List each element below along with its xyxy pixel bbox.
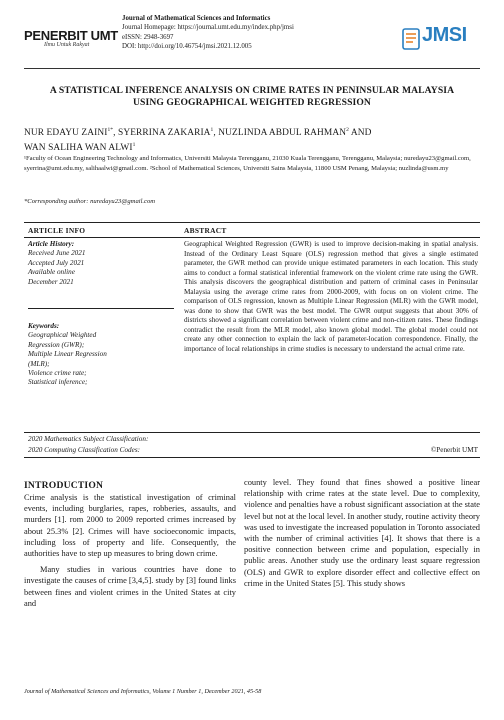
article-info-heading: ARTICLE INFO <box>28 226 86 235</box>
ccs-classification: 2020 Computing Classification Codes: <box>28 446 141 454</box>
author-affil-mark: 1* <box>107 127 114 133</box>
history-label: Article History: <box>28 240 75 248</box>
copyright: ©Penerbit UMT <box>430 446 478 454</box>
author-name: WAN SALIHA WAN ALWI <box>24 143 133 154</box>
abstract-text: Geographical Weighted Regression (GWR) is used to improve decision-making in spatial analysis. Instead of the Ordinary Least Square (OLS) regression method that gives a single estimated parameter, the GWR method can provide unique estimated parameters in each location. This study aims to conduct a formal statistical inferential framework on the violent crime rate using the GWR. This analysis discovers the geographical distribution and pattern of criminal cases in Peninsular Malaysia using the average crime rates from 2000-2009, with focus on on violent crime. The comparison of OLS regression, known as Multiple Linear Regression (MLR) with the GWR model, was done to show that GWR was the best model. The GWR output suggests that about 30% of districts showed a significant correlation between violent crime and non-citizen rates. These findings contradict the result from the MLR model, also known global model. The global model could not create any other connection to explain the lack of parameter-location correspondence. Finally, the importance of local relationships in crime studies is necessary to understand the actual crime rate. <box>184 240 478 353</box>
received-date: Received June 2021 <box>28 249 86 258</box>
publisher-logo <box>24 28 118 54</box>
journal-name: Journal of Mathematical Sciences and Informatics <box>122 15 271 22</box>
introduction-heading: INTRODUCTION <box>24 480 104 491</box>
box-bottom-rule <box>24 457 480 458</box>
accepted-date: Accepted July 2021 <box>28 258 85 267</box>
author-affil-mark: 1 <box>132 142 136 149</box>
journal-badge-icon <box>402 28 420 50</box>
article-info-box <box>24 222 480 458</box>
body-paragraph: Crime analysis is the statistical investigation of criminal events, including burglaries, rapes, robberies, assaults, and murders [1]. rom 2000 to 2009 reported crimes increased by about 25.3% [2]. Crimes will have socioeconomic impacts, including loss of property and life. Consequently, the authorities have to step up measures to bring down crime. <box>24 493 236 559</box>
journal-logo-text: JMSI <box>422 24 467 46</box>
journal-header <box>24 14 480 66</box>
keywords <box>28 322 174 388</box>
author-name: , SYERRINA ZAKARIA <box>113 128 211 139</box>
history-divider <box>28 308 174 309</box>
paper-title: A STATISTICAL INFERENCE ANALYSIS ON CRIME RATES IN PENINSULAR MALAYSIA USING GEOGRAPHICAL WEIGHTED REGRESSION <box>49 85 455 108</box>
journal-homepage[interactable]: Journal Homepage: https://journal.umt.edu.my/index.php/jmsi <box>122 24 294 32</box>
keyword-line: Multiple Linear Regression <box>28 350 107 359</box>
journal-logo <box>402 24 480 54</box>
affiliations: ¹Faculty of Ocean Engineering Technology and Informatics, Universiti Malaysia Terengganu, 21030 Kuala Terengganu, Terengganu, Malaysia; nuredayu23@gmail.com, syerrina@umt.edu.my, salihaalwi@gmail.com. ²School of Mathematical Sciences, Universiti Sains Malaysia, 11800 USM Penang, Malaysia; nuzlinda@usm.my <box>24 155 471 173</box>
author-name: , NUZLINDA ABDUL RAHMAN <box>213 128 347 139</box>
author-list <box>24 124 480 154</box>
page-footer: Journal of Mathematical Sciences and Informatics, Volume 1 Number 1, December 2021, 45-58 <box>24 688 262 695</box>
available-date: December 2021 <box>28 277 74 286</box>
box-top-rule <box>24 222 480 223</box>
keyword-line: Statistical inference; <box>28 378 88 387</box>
author-name: NUR EDAYU ZAINI <box>24 128 108 139</box>
keyword-line: (MLR); <box>28 359 50 368</box>
keywords-label: Keywords: <box>28 322 60 330</box>
abstract-heading: ABSTRACT <box>184 226 227 235</box>
author-name: AND <box>348 128 372 139</box>
journal-doi[interactable]: DOI: http://doi.org/10.46754/jmsi.2021.12.005 <box>122 42 252 50</box>
publisher-tagline: Ilmu Untuk Rakyat <box>44 42 90 48</box>
author-affil-mark: 1 <box>210 127 214 133</box>
msc-classification: 2020 Mathematics Subject Classification: <box>28 435 149 443</box>
journal-info <box>122 14 402 51</box>
body-column-right <box>244 477 480 589</box>
body-paragraph: Many studies in various countries have done to investigate the causes of crime [3,4,5]. study by [3] found links between fines and violent crimes in the United States at city and <box>24 565 236 608</box>
body-paragraph: county level. They found that fines showed a positive linear relationship with crime rates at the state level. Due to complexity, violence and penalties have a robust significant association at the state level but not at the local level. In another study, routine activity theory was used to investigate the increased population in Toronto associated with the number of criminal activities [4]. It shows that there is a positive connection between crime and population, especially in public areas. Another study use the ordinary least square regression (OLS) and GWR to explore disorder effect and collective effect on crime in the United States [5]. This study shows <box>244 478 480 588</box>
keyword-line: Violence crime rate; <box>28 369 87 378</box>
available-online: Available online <box>28 268 75 277</box>
author-affil-mark: 2 <box>346 127 349 133</box>
header-divider <box>24 68 480 69</box>
body-column-left <box>24 492 236 609</box>
corresponding-author: *Corresponding author: nuredayu23@gmail.com <box>24 198 156 205</box>
article-history <box>28 240 174 287</box>
class-rule <box>24 432 480 433</box>
publisher-logo-text: PENERBIT UMT <box>24 28 118 43</box>
keyword-line: Geographical Weighted <box>28 331 97 340</box>
journal-eissn: eISSN: 2948-3697 <box>122 33 174 41</box>
box-head-rule <box>24 237 480 238</box>
keyword-line: Regression (GWR); <box>28 340 85 349</box>
